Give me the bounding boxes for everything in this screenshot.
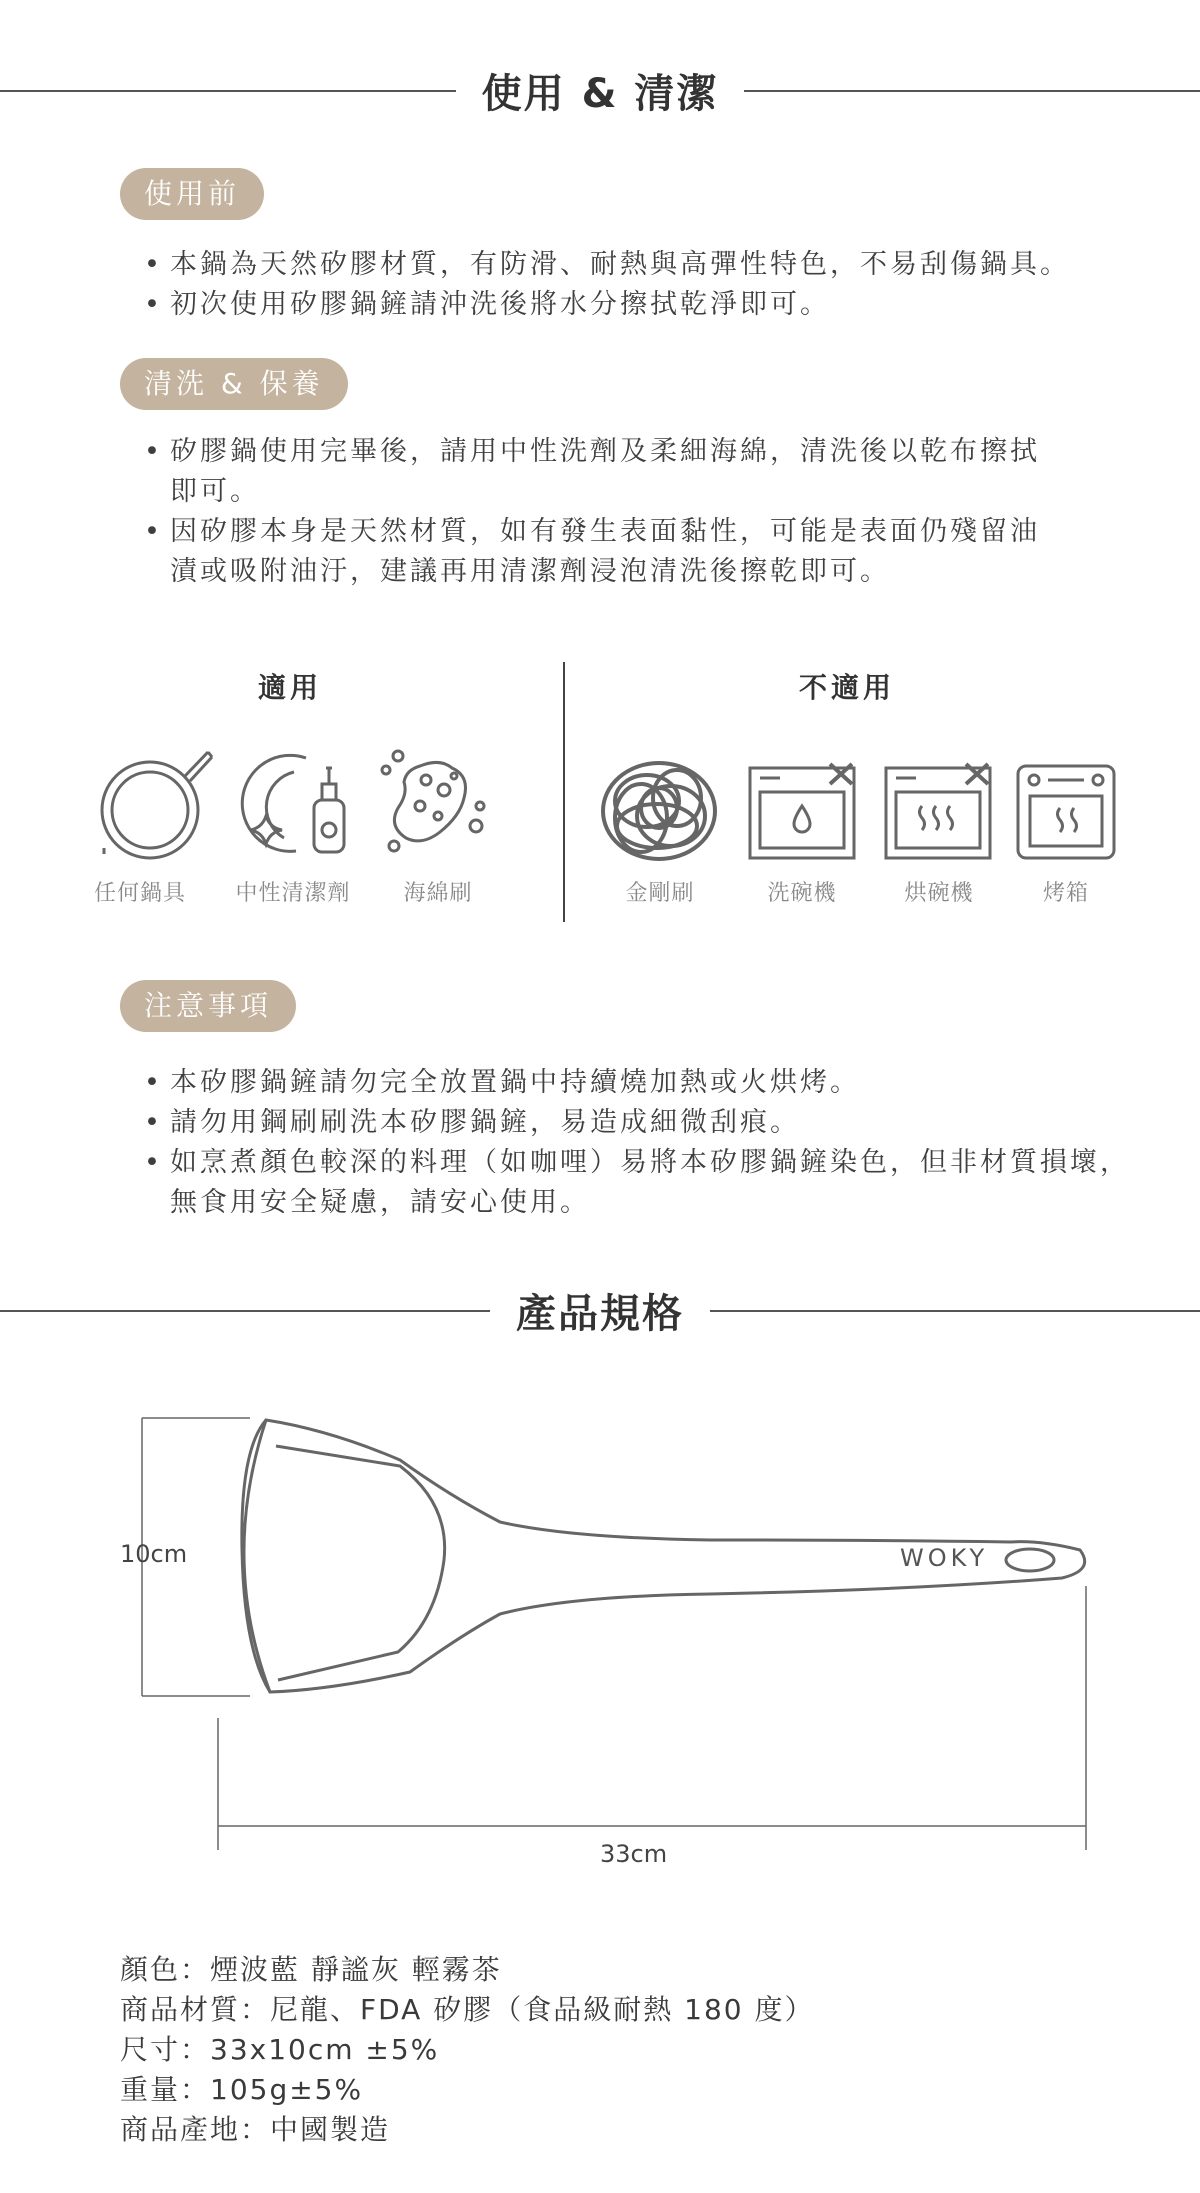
sponge-icon: [380, 746, 490, 861]
pan-icon: [90, 740, 220, 860]
detergent-icon: [236, 746, 356, 861]
unsuitable-heading: 不適用: [798, 671, 895, 704]
brand-logo: WOKY: [900, 1544, 989, 1572]
spec-section-title: [0, 1282, 1200, 1339]
dishwasher-icon: [746, 762, 862, 862]
list-item: • 請勿用鋼刷刷洗本矽膠鍋鏟，易造成細微刮痕。: [140, 1103, 1180, 1143]
suitable-detergent-label: 中性清潔劑: [235, 881, 351, 906]
list-item: • 矽膠鍋使用完畢後，請用中性洗劑及柔細海綿，清洗後以乾布擦拭 即可。: [140, 432, 1120, 512]
height-dimension-label: 10cm: [120, 1540, 188, 1568]
notes-list: [140, 1063, 1180, 1223]
usage-section-title: [0, 62, 1200, 119]
spec-material: 商品材質：尼龍、FDA 矽膠（食品級耐熱 180 度）: [120, 1993, 815, 2026]
unsuitable-dishwasher-label: 洗碗機: [767, 881, 837, 906]
length-dimension-label: 33cm: [600, 1840, 668, 1868]
spec-color: 顏色：煙波藍 靜謐灰 輕霧茶: [120, 1953, 502, 1986]
suitable-heading: 適用: [257, 671, 322, 704]
spec-list: [120, 1950, 1160, 2150]
list-item: • 因矽膠本身是天然材質，如有發生表面黏性，可能是表面仍殘留油 漬或吸附油汙，建議再用清潔劑浸泡清洗後擦乾即可。: [140, 512, 1120, 592]
dish-dryer-icon: [882, 762, 998, 862]
list-item: • 如烹煮顏色較深的料理（如咖哩）易將本矽膠鍋鏟染色，但非材質損壞， 無食用安全疑慮，請安心使用。: [140, 1143, 1180, 1223]
before-use-badge: [120, 168, 264, 220]
list-item: • 本矽膠鍋鏟請勿完全放置鍋中持續燒加熱或火烘烤。: [140, 1063, 1180, 1103]
notes-badge: [120, 980, 296, 1032]
spatula-diagram: [110, 1400, 1110, 1880]
unsuitable-dish-dryer-label: 烘碗機: [904, 881, 974, 906]
list-item: • 初次使用矽膠鍋鏟請沖洗後將水分擦拭乾淨即可。: [140, 285, 1120, 325]
care-label: 清洗 & 保養: [120, 358, 348, 410]
suitable-sponge-label: 海綿刷: [403, 881, 473, 906]
spec-size: 尺寸：33x10cm ±5%: [120, 2033, 440, 2066]
notes-label: 注意事項: [120, 980, 296, 1032]
title-rule-right: [744, 90, 1200, 92]
title-rule-left: [0, 1310, 490, 1312]
spec-weight: 重量：105g±5%: [120, 2073, 364, 2106]
before-use-label: 使用前: [120, 168, 264, 220]
care-badge: [120, 358, 348, 410]
section-heading: 產品規格: [516, 1291, 684, 1337]
title-rule-left: [0, 90, 456, 92]
before-use-list: [140, 245, 1120, 325]
oven-icon: [1014, 762, 1118, 862]
column-divider: [563, 662, 565, 922]
suitable-pan-label: 任何鍋具: [93, 881, 186, 906]
spec-origin: 商品產地：中國製造: [120, 2113, 391, 2146]
title-rule-right: [710, 1310, 1200, 1312]
unsuitable-steel-wool-label: 金剛刷: [625, 881, 695, 906]
section-heading: 使用 & 清潔: [481, 71, 719, 117]
unsuitable-oven-label: 烤箱: [1042, 881, 1089, 906]
care-list: [140, 432, 1120, 592]
steel-wool-icon: [597, 756, 723, 866]
list-item: • 本鍋為天然矽膠材質，有防滑、耐熱與高彈性特色，不易刮傷鍋具。: [140, 245, 1120, 285]
